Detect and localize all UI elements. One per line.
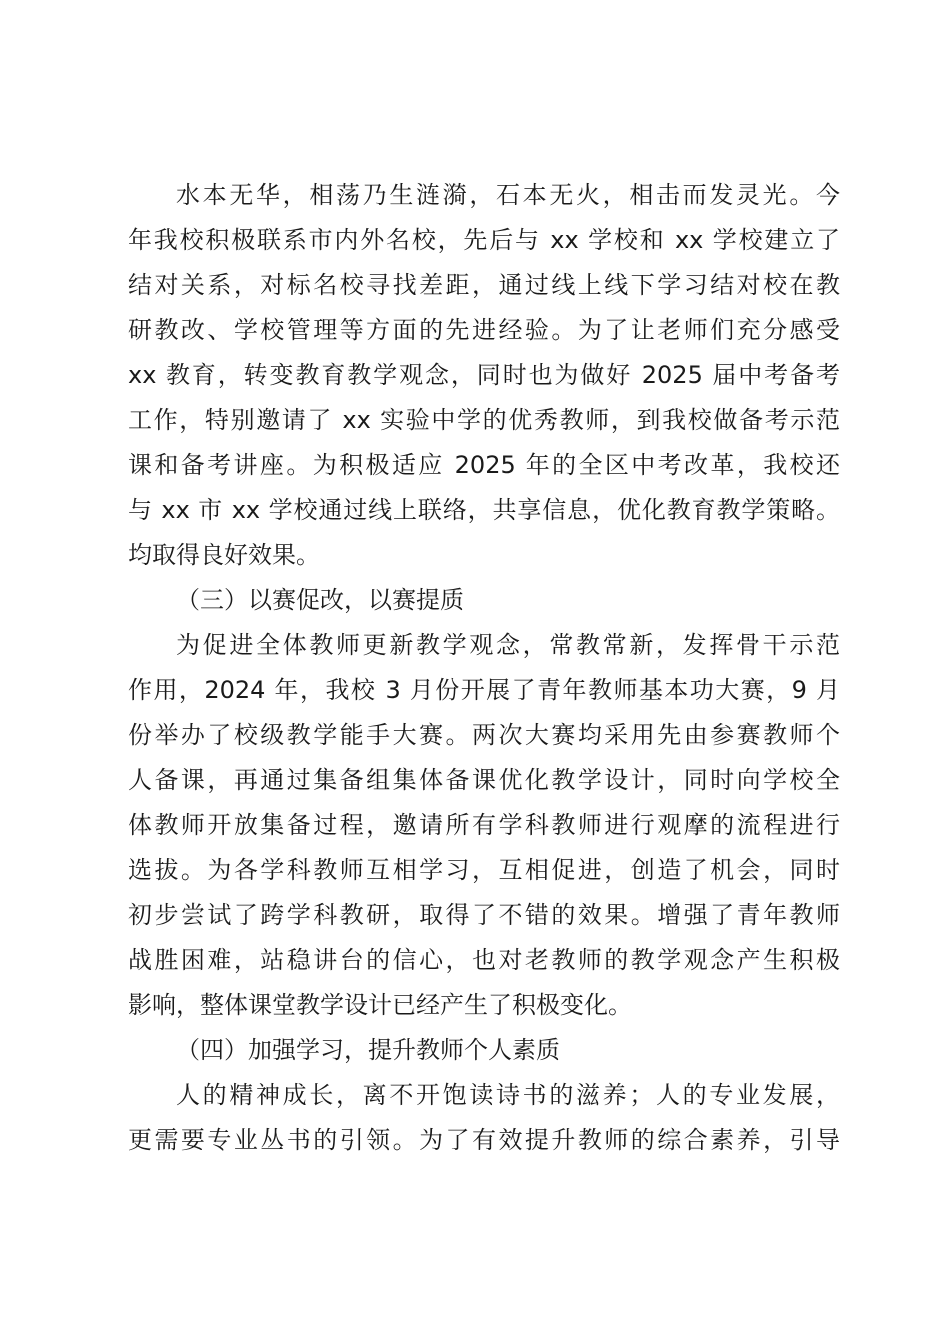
paragraph-2-line-4: 人备课，再通过集备组集体备课优化教学设计，同时向学校全: [128, 766, 840, 794]
paragraph-1-line-4: 研教改、学校管理等方面的先进经验。为了让老师们充分感受: [128, 316, 840, 344]
paragraph-1-line-5: xx 教育，转变教育教学观念，同时也为做好 2025 届中考备考: [128, 361, 840, 389]
paragraph-2-line-8: 战胜困难，站稳讲台的信心，也对老教师的教学观念产生积极: [128, 946, 840, 974]
paragraph-2-line-3: 份举办了校级教学能手大赛。两次大赛均采用先由参赛教师个: [128, 721, 840, 749]
paragraph-2-line-7: 初步尝试了跨学科教研，取得了不错的效果。增强了青年教师: [128, 901, 840, 929]
paragraph-3-line-2: 更需要专业丛书的引领。为了有效提升教师的综合素养，引导: [128, 1126, 840, 1154]
paragraph-2-line-6: 选拔。为各学科教师互相学习，互相促进，创造了机会，同时: [128, 856, 840, 884]
paragraph-1-line-1: 水本无华，相荡乃生涟漪，石本无火，相击而发灵光。今: [176, 181, 840, 209]
paragraph-1-line-6: 工作，特别邀请了 xx 实验中学的优秀教师，到我校做备考示范: [128, 406, 840, 434]
section-heading-4: （四）加强学习，提升教师个人素质: [176, 1036, 560, 1064]
section-heading-3: （三）以赛促改，以赛提质: [176, 586, 464, 614]
paragraph-1-line-7: 课和备考讲座。为积极适应 2025 年的全区中考改革，我校还: [128, 451, 840, 479]
paragraph-3-line-1: 人的精神成长，离不开饱读诗书的滋养；人的专业发展，: [176, 1081, 840, 1109]
paragraph-1-line-2: 年我校积极联系市内外名校，先后与 xx 学校和 xx 学校建立了: [128, 226, 840, 254]
paragraph-1-line-3: 结对关系，对标名校寻找差距，通过线上线下学习结对校在教: [128, 271, 840, 299]
paragraph-2-line-9: 影响，整体课堂教学设计已经产生了积极变化。: [128, 991, 632, 1019]
paragraph-2-line-2: 作用，2024 年，我校 3 月份开展了青年教师基本功大赛，9 月: [128, 676, 840, 704]
paragraph-2-line-5: 体教师开放集备过程，邀请所有学科教师进行观摩的流程进行: [128, 811, 840, 839]
paragraph-1-line-8: 与 xx 市 xx 学校通过线上联络，共享信息，优化教育教学策略。: [128, 496, 840, 524]
paragraph-1-line-9: 均取得良好效果。: [128, 541, 320, 569]
paragraph-2-line-1: 为促进全体教师更新教学观念，常教常新，发挥骨干示范: [176, 631, 840, 659]
